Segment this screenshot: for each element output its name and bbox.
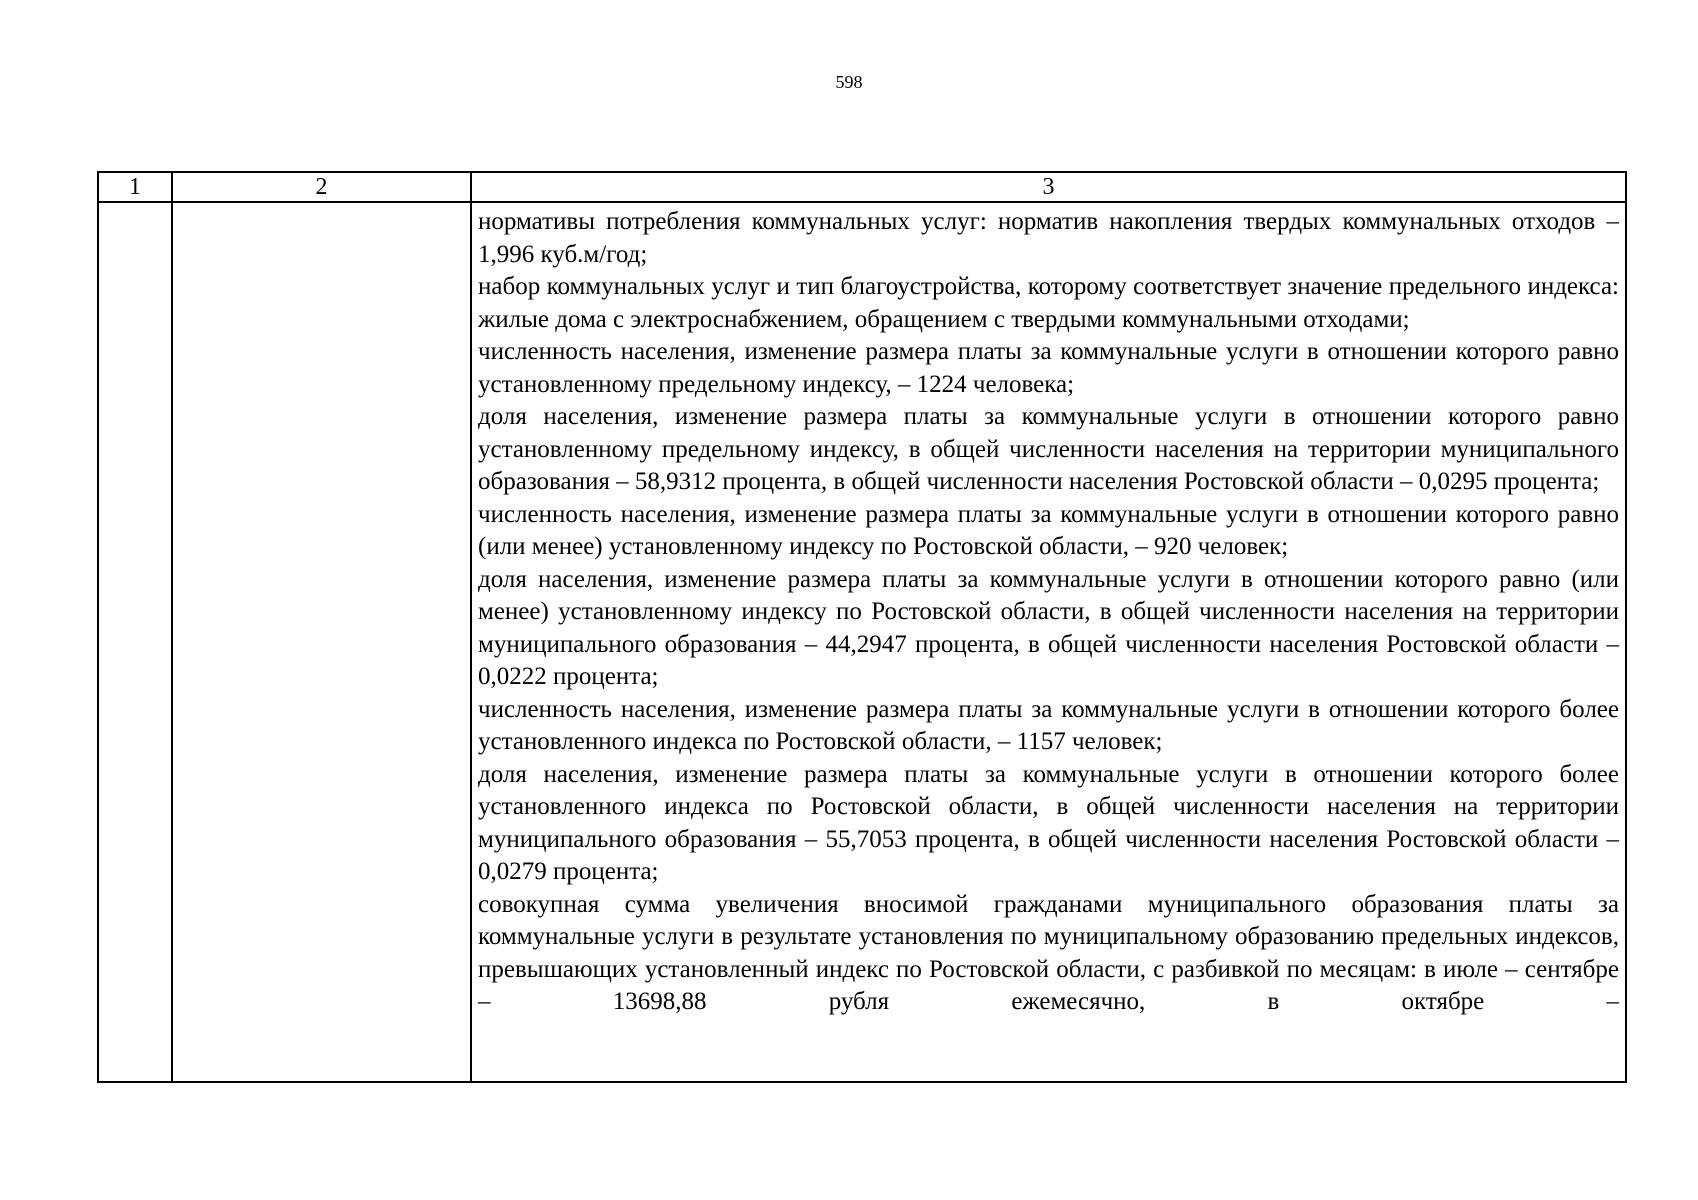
table-row <box>98 202 1626 1082</box>
table-cell-col3 <box>471 202 1626 1082</box>
table-cell-col2 <box>172 202 471 1082</box>
paragraph-waste-norm: нормативы потребления коммунальных услуг: норматив накопления твердых коммунальных отходов – 1,996 куб.м/год; <box>478 208 1619 268</box>
page-number: 598 <box>835 72 863 92</box>
column-header-2: 2 <box>172 172 471 202</box>
paragraph-population-above: численность населения, изменение размера платы за коммунальные услуги в отношении которого более установленного индекса по Ростовской области, – 1157 человек; <box>478 695 1619 755</box>
document-table <box>97 171 1627 1083</box>
paragraph-share-above: доля населения, изменение размера платы за коммунальные услуги в отношении которого более установленного индекса по Ростовской области, в общей численности населения на территории муниципального образования – 55,7053 процента, в общей численности населения Ростовской области – 0,0279 процента; <box>478 760 1619 885</box>
paragraph-population-equal-limit: численность населения, изменение размера платы за коммунальные услуги в отношении которого равно установленному предельному индексу, – 1224 человека; <box>478 338 1619 398</box>
column-header-3: 3 <box>471 172 1626 202</box>
paragraph-share-equal-limit: доля населения, изменение размера платы за коммунальные услуги в отношении которого равно установленному предельному индексу, в общей численности населения на территории муниципального образования – 58,9312 процента, в общей численности населения Ростовской области – 0,0295 процента; <box>478 403 1619 495</box>
table-cell-col1 <box>98 202 172 1082</box>
paragraph-services-set: набор коммунальных услуг и тип благоустройства, которому соответствует значение предельного индекса: жилые дома с электроснабжением, обращением с твердыми коммунальными отходами; <box>478 273 1619 333</box>
table-header-row <box>98 172 1626 202</box>
paragraph-population-equal-or-less: численность населения, изменение размера платы за коммунальные услуги в отношении которого равно (или менее) установленному индексу по Ростовской области, – 920 человек; <box>478 500 1619 560</box>
paragraph-share-equal-or-less: доля населения, изменение размера платы за коммунальные услуги в отношении которого равно (или менее) установленному индексу по Ростовской области, в общей численности населения на территории муниципального образования – 44,2947 процента, в общей численности населения Ростовской области – 0,0222 процента; <box>478 565 1619 690</box>
column-header-1: 1 <box>98 172 172 202</box>
paragraph-total-increase: совокупная сумма увеличения вносимой гражданами муниципального образования платы за коммунальные услуги в результате установления по муниципальному образованию предельных индексов, превышающих установленный индекс по Ростовской области, с разбивкой по месяцам: в июле – сентябре – 13698,88 рубля ежемесячно, в октябре – <box>478 890 1619 1015</box>
